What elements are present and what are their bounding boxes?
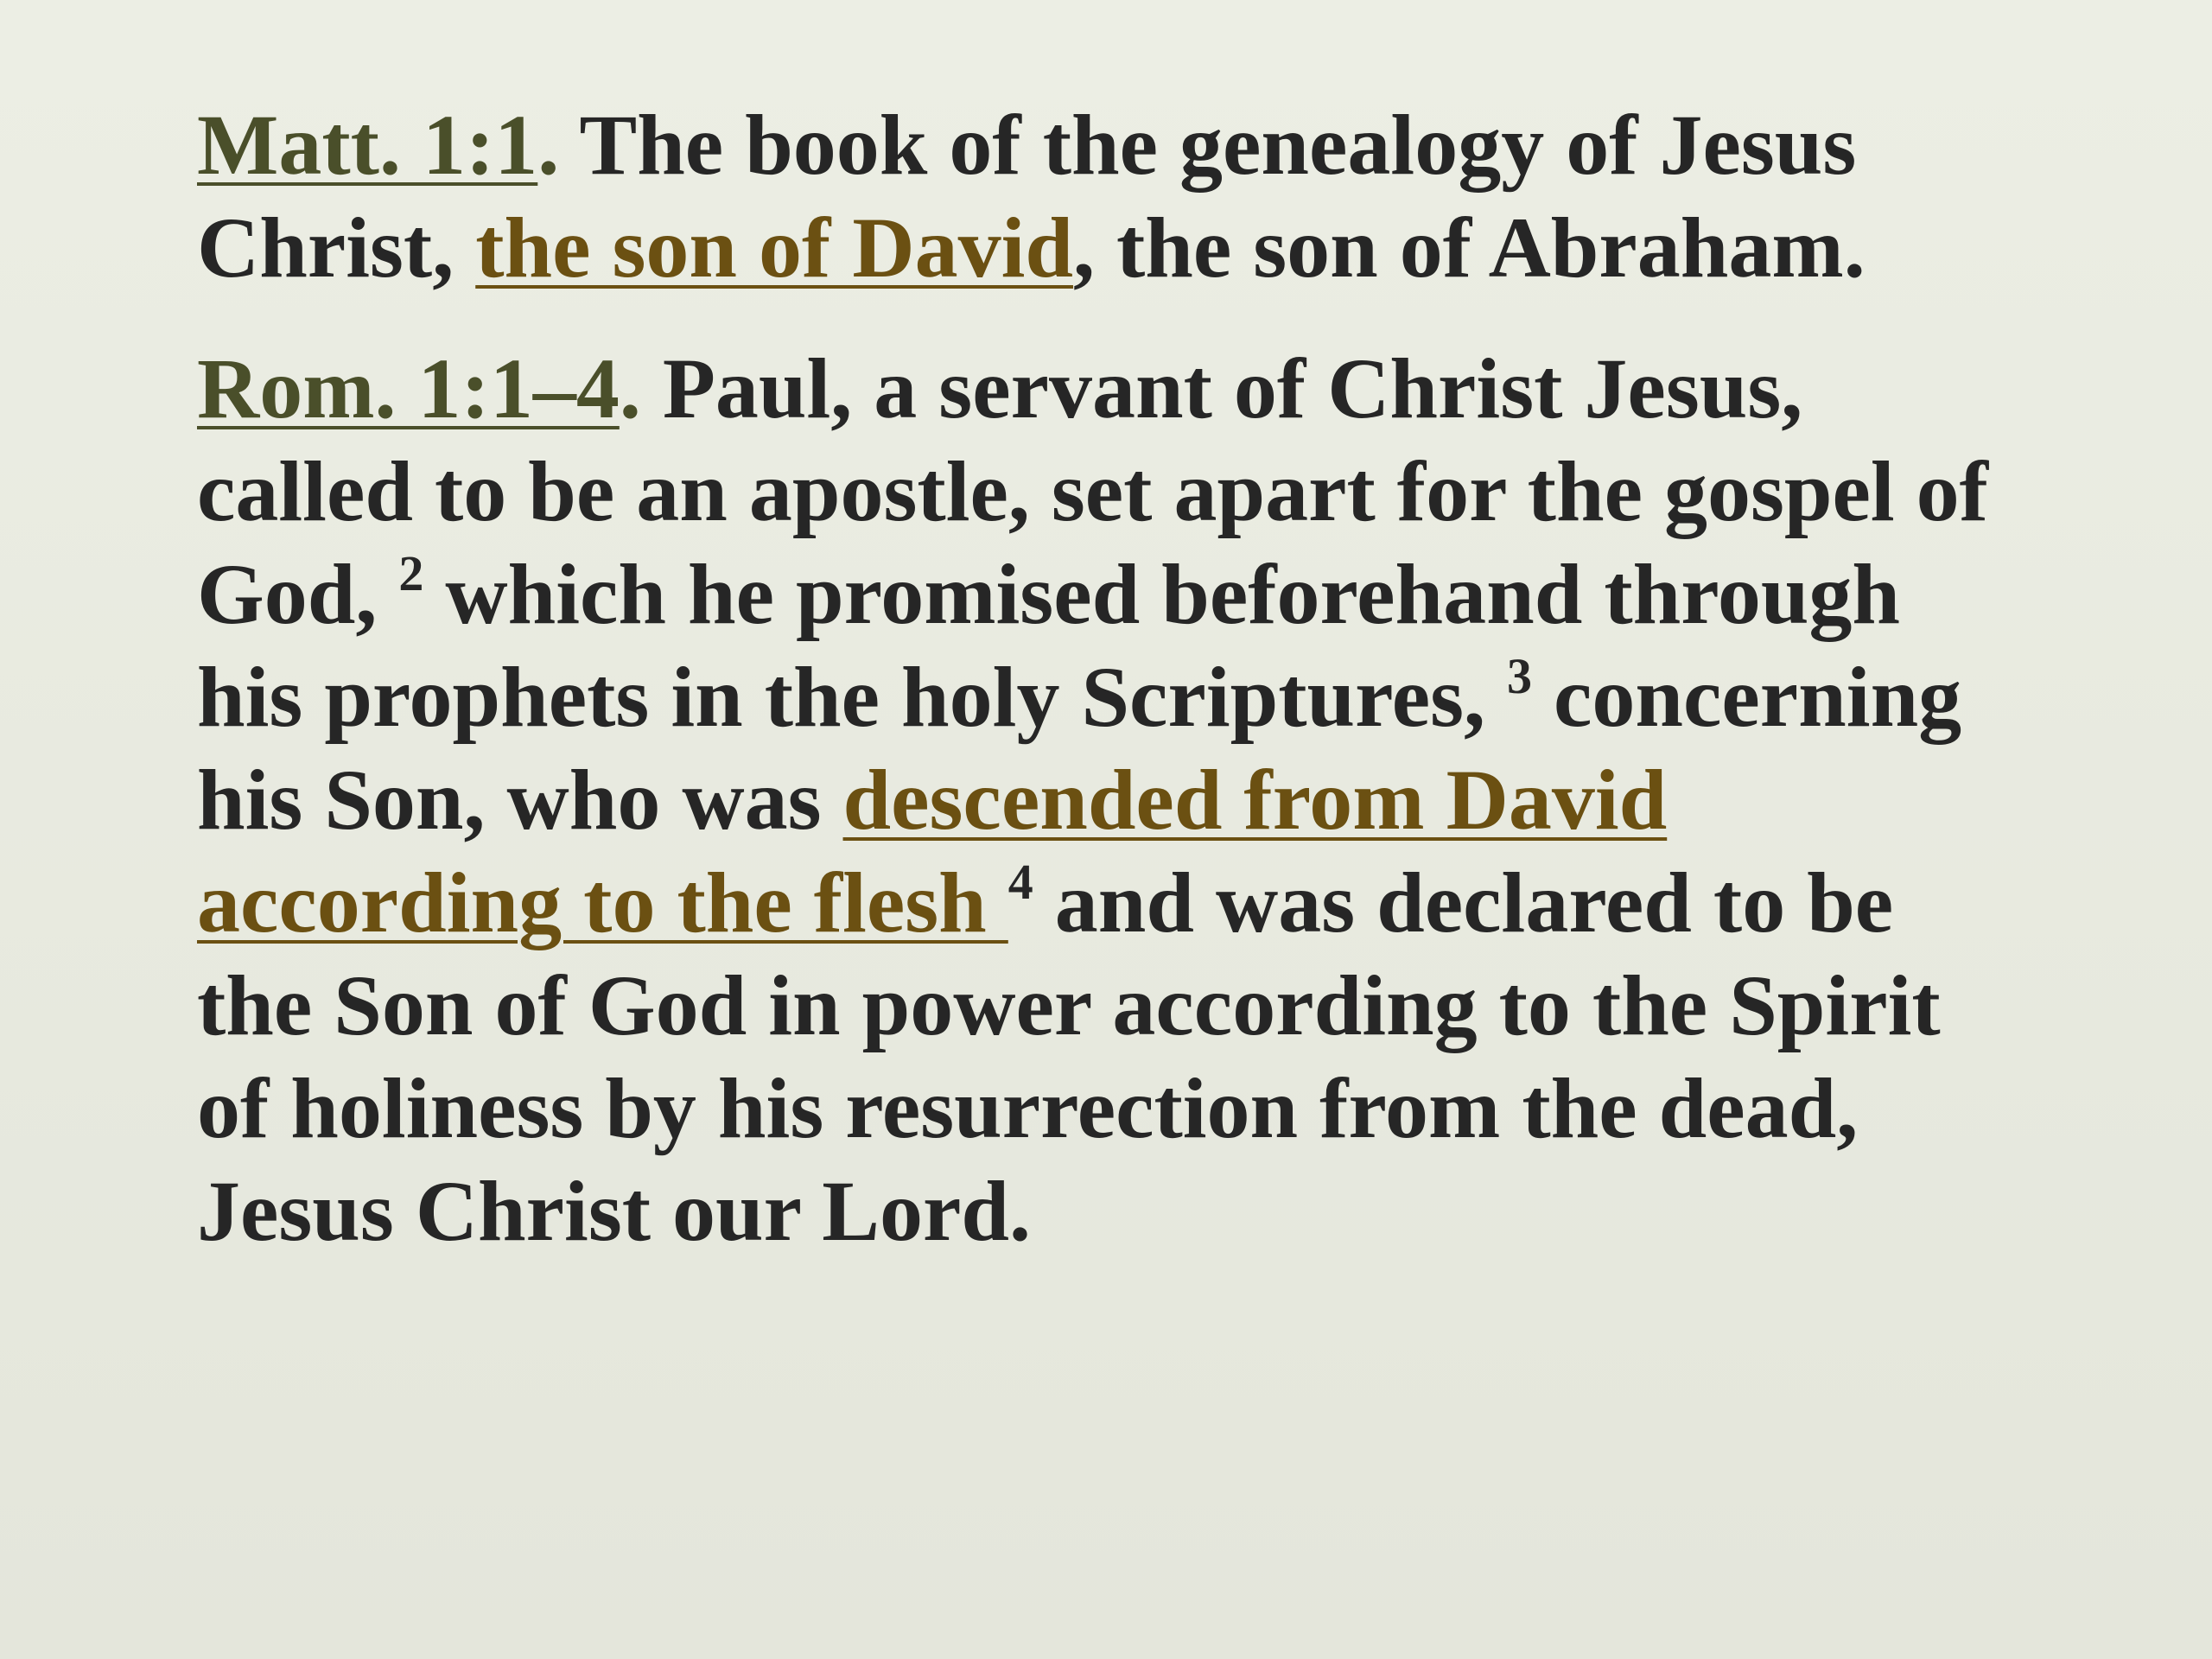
verse-number: 2 bbox=[398, 545, 424, 601]
reference-period: . bbox=[537, 97, 560, 193]
highlight-son-of-david: the son of David bbox=[475, 200, 1073, 296]
passage-text: , the son of Abraham. bbox=[1072, 200, 1866, 296]
reference-link-matthew[interactable]: Matt. 1:1 bbox=[197, 97, 538, 193]
verse-number: 3 bbox=[1507, 648, 1533, 704]
passage-text: concerning his Son, who was bbox=[197, 649, 1962, 848]
passage-matthew bbox=[197, 93, 2012, 299]
passage-text: Paul, a servant of Christ Jesus, called to be an apostle, set apart for the gospel of God, bbox=[197, 340, 1988, 642]
scripture-content bbox=[197, 93, 2012, 1262]
passage-text: which he promised beforehand through his prophets in the holy Scriptures, bbox=[197, 546, 1901, 745]
passage-text: The book of the genealogy of Jesus Christ, bbox=[197, 97, 1857, 296]
passage-romans bbox=[197, 337, 2012, 1262]
reference-period: . bbox=[619, 340, 641, 436]
reference-link-romans[interactable]: Rom. 1:1–4 bbox=[197, 340, 620, 436]
highlight-descended-from-david: descended from David according to the flesh bbox=[197, 752, 1668, 950]
verse-number: 4 bbox=[1007, 854, 1033, 910]
passage-text: and was declared to be the Son of God in power according to the Spirit of holiness by his resurrection from the dead, Jesus Christ our Lord. bbox=[197, 855, 1941, 1259]
